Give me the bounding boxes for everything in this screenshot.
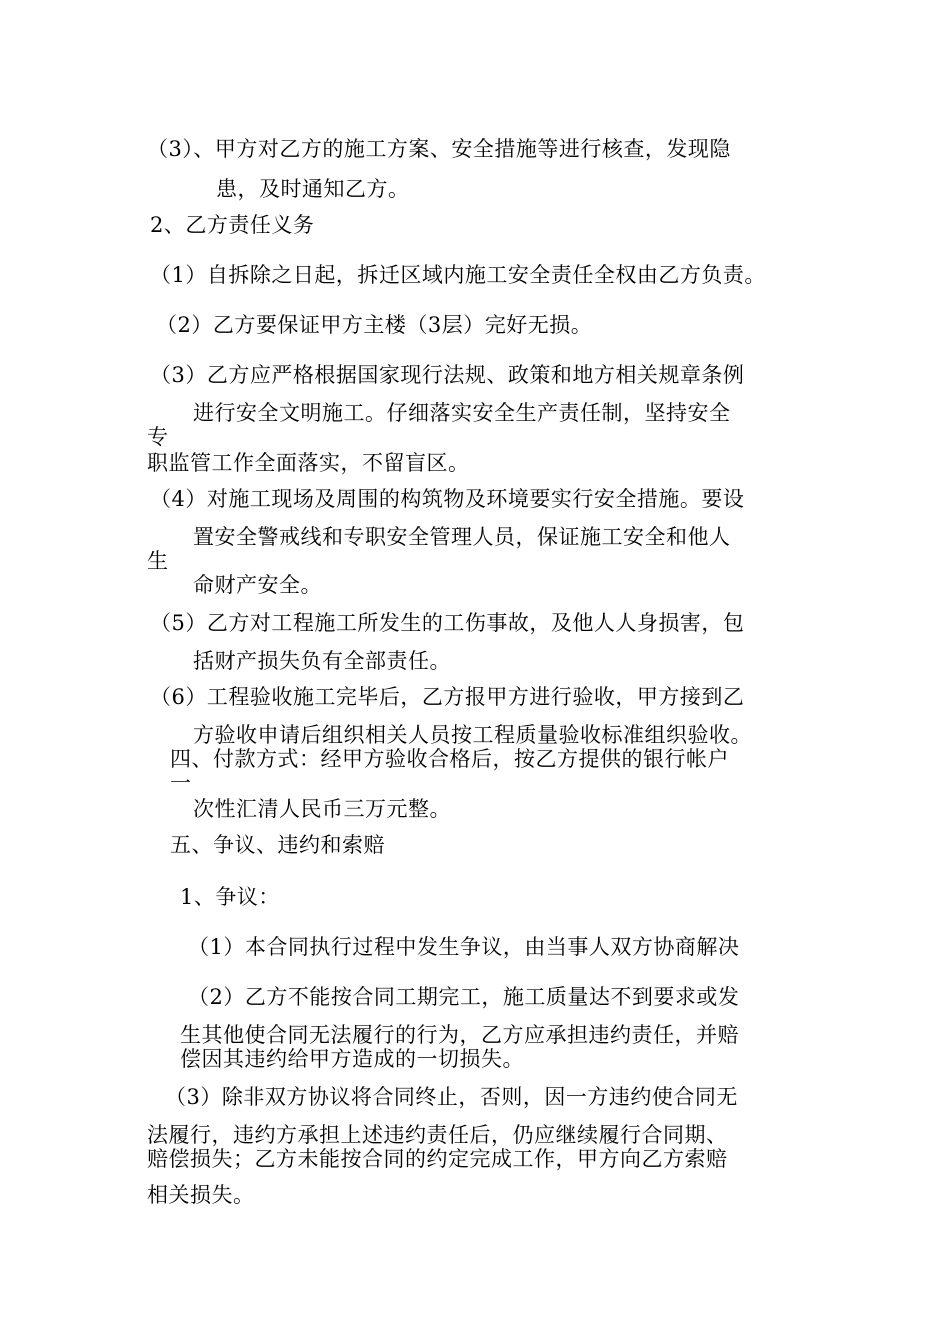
text-line: 生其他使合同无法履行的行为，乙方应承担违约责任，并赔 bbox=[180, 1023, 739, 1047]
text-line: （2）乙方不能按合同工期完工，施工质量达不到要求或发 bbox=[188, 985, 740, 1009]
text-line: （3）、甲方对乙方的施工方案、安全措施等进行核查，发现隐 bbox=[147, 137, 731, 161]
text-line: 相关损失。 bbox=[147, 1183, 255, 1207]
section-heading: 四、付款方式：经甲方验收合格后，按乙方提供的银行帐户 bbox=[170, 747, 729, 771]
text-line: （1）自拆除之日起，拆迁区域内施工安全责任全权由乙方负责。 bbox=[150, 263, 766, 287]
text-line: （4）对施工现场及周围的构筑物及环境要实行安全措施。要设 bbox=[150, 487, 745, 511]
text-line: 生 bbox=[147, 549, 169, 573]
text-line: 偿因其违约给甲方造成的一切损失。 bbox=[180, 1047, 524, 1071]
text-line: 括财产损失负有全部责任。 bbox=[193, 649, 451, 673]
section-heading: 2、乙方责任义务 bbox=[150, 213, 315, 237]
text-line: （1）本合同执行过程中发生争议，由当事人双方协商解决 bbox=[188, 935, 740, 959]
text-line: 次性汇清人民币三万元整。 bbox=[193, 797, 451, 821]
text-line: （3）乙方应严格根据国家现行法规、政策和地方相关规章条例 bbox=[150, 363, 745, 387]
text-line: 命财产安全。 bbox=[193, 573, 322, 597]
text-line: 一 bbox=[170, 771, 192, 795]
section-heading: 五、争议、违约和索赔 bbox=[170, 833, 385, 857]
text-line: 专 bbox=[147, 425, 169, 449]
text-line: 患，及时通知乙方。 bbox=[216, 177, 410, 201]
text-line: （6）工程验收施工完毕后，乙方报甲方进行验收，甲方接到乙 bbox=[150, 685, 745, 709]
text-line: 进行安全文明施工。仔细落实安全生产责任制，坚持安全 bbox=[193, 401, 731, 425]
text-line: 置安全警戒线和专职安全管理人员，保证施工安全和他人 bbox=[193, 525, 731, 549]
text-line: 职监管工作全面落实，不留盲区。 bbox=[147, 451, 470, 475]
section-heading: 1、争议： bbox=[180, 885, 280, 909]
text-line: （3）除非双方协议将合同终止，否则，因一方违约使合同无 bbox=[165, 1085, 738, 1109]
text-line: 赔偿损失；乙方未能按合同的约定完成工作，甲方向乙方索赔 bbox=[147, 1147, 728, 1171]
text-line: （2）乙方要保证甲方主楼（3层）完好无损。 bbox=[156, 313, 593, 337]
text-line: 法履行，违约方承担上述违约责任后，仍应继续履行合同期、 bbox=[147, 1123, 728, 1147]
text-line: （5）乙方对工程施工所发生的工伤事故，及他人人身损害，包 bbox=[150, 611, 745, 635]
text-line: 方验收申请后组织相关人员按工程质量验收标准组织验收。 bbox=[193, 723, 752, 747]
